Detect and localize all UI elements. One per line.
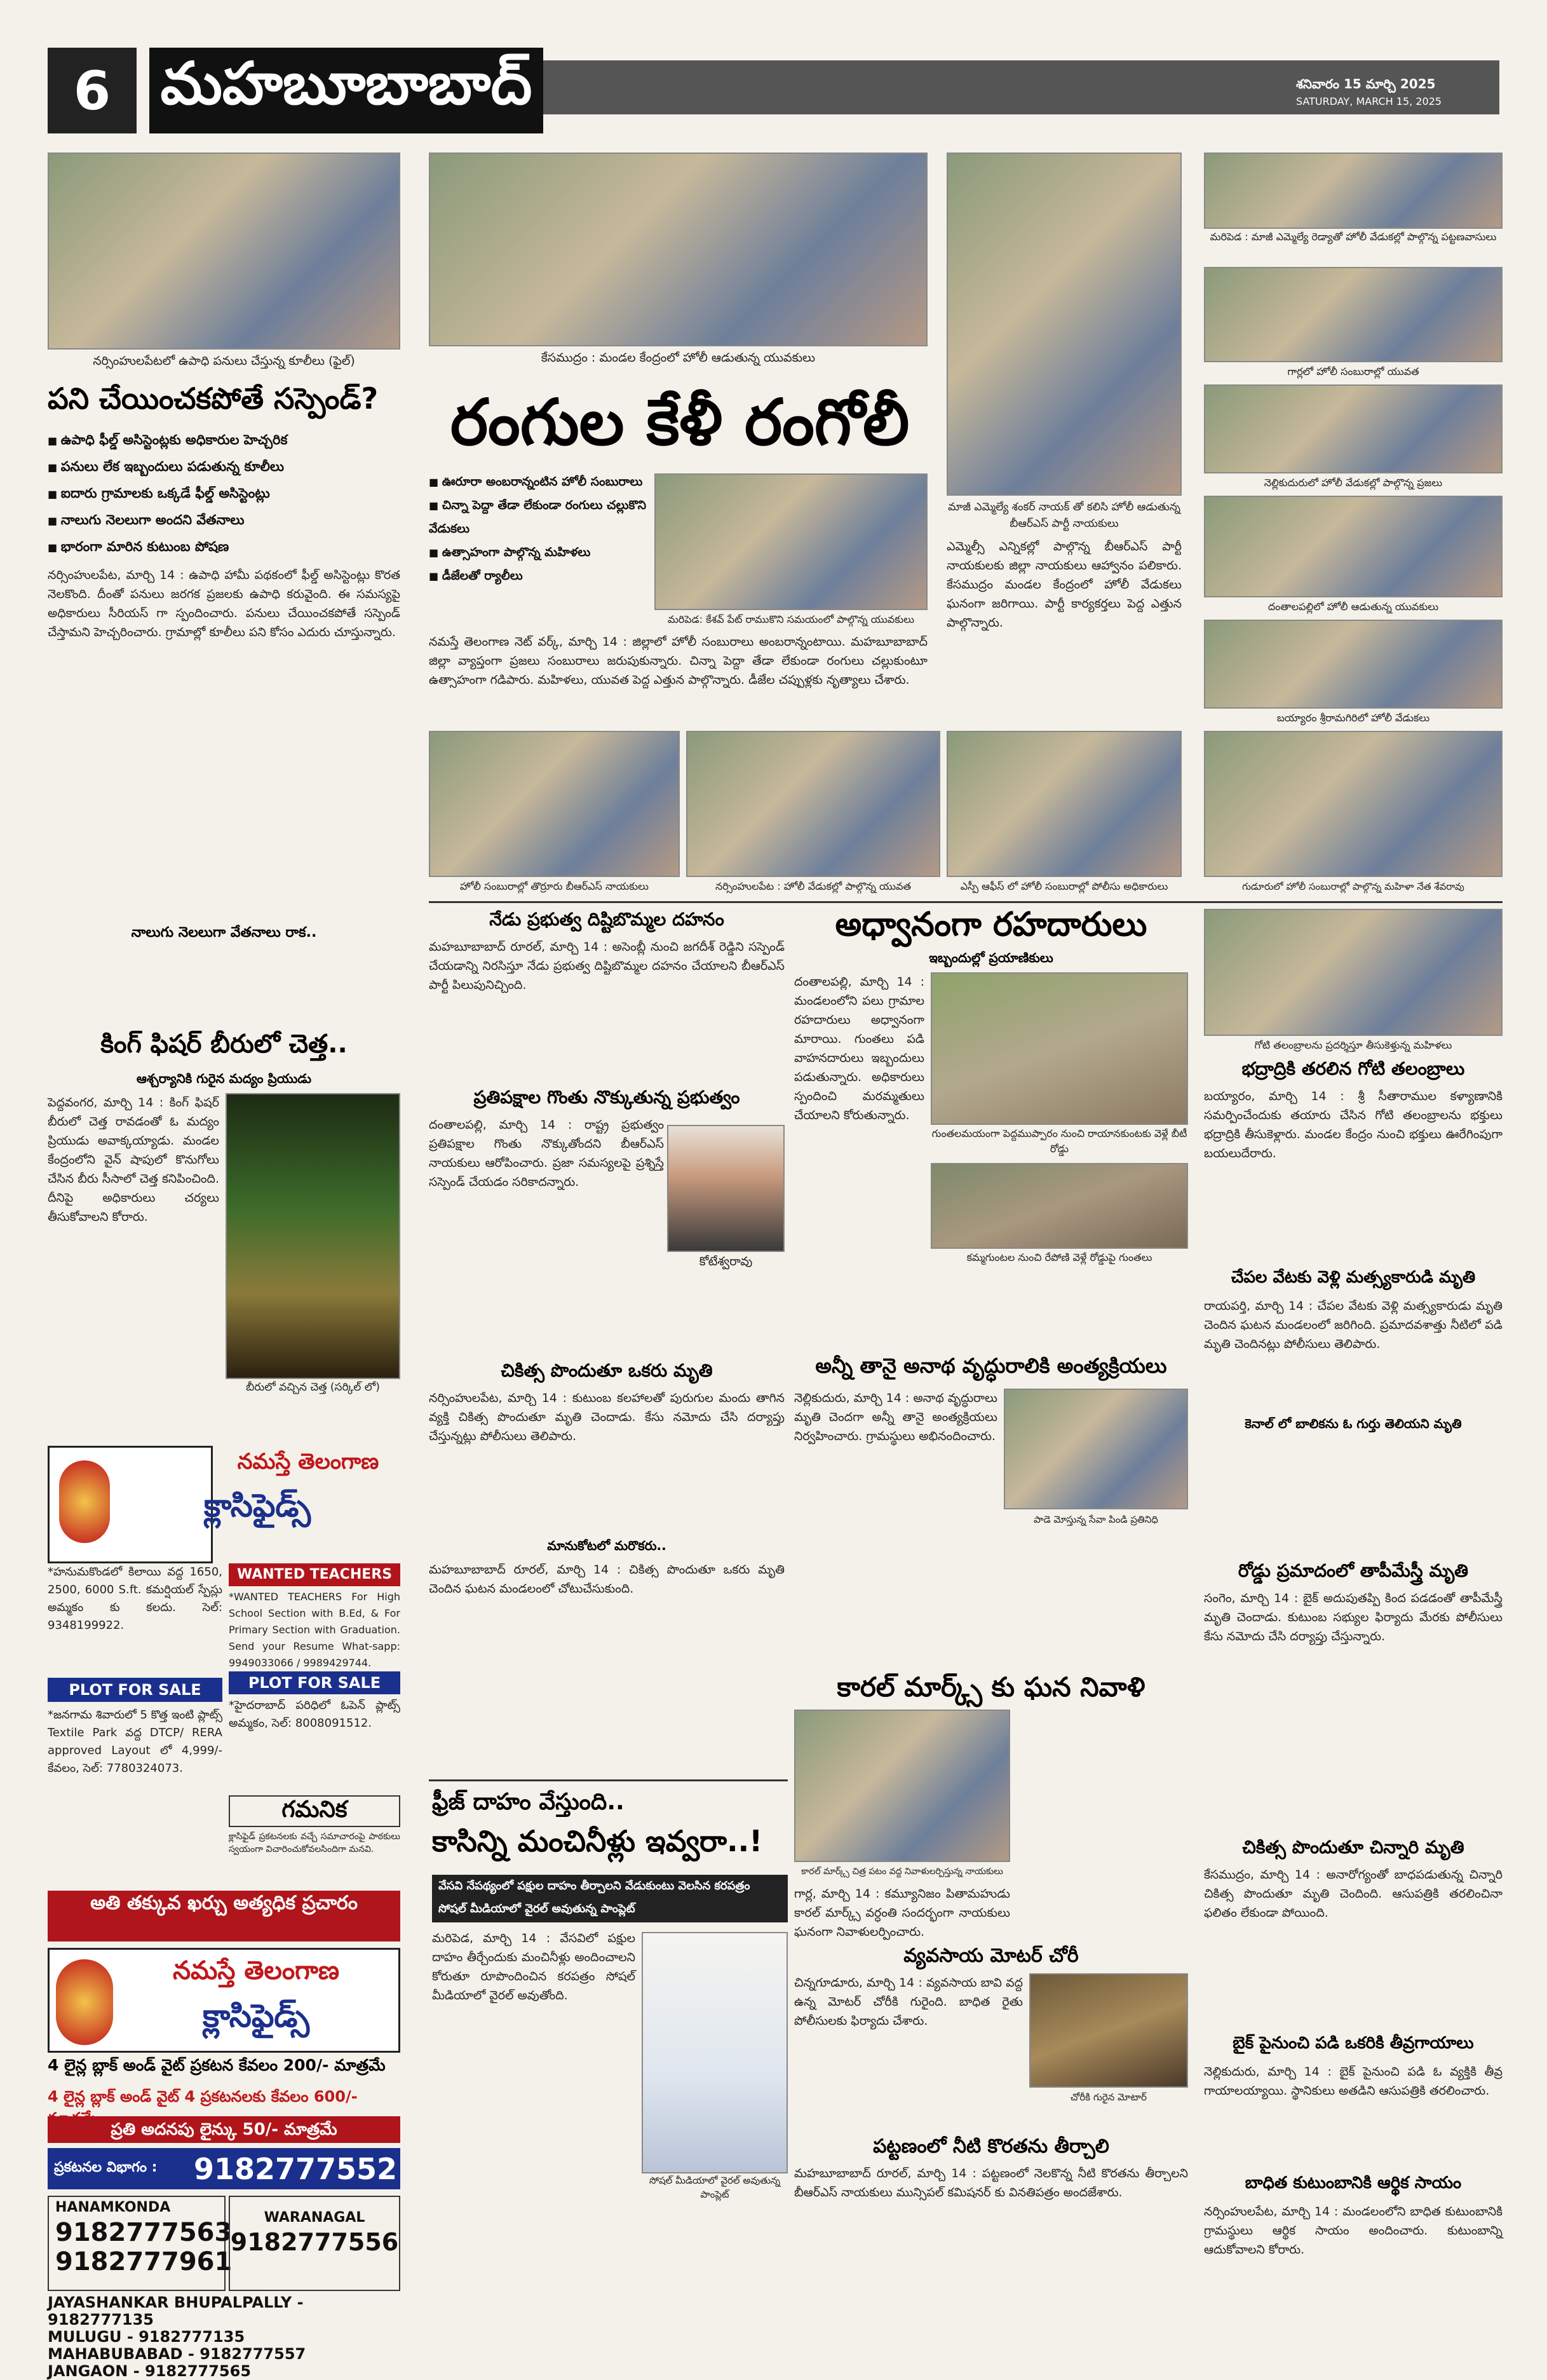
center-body-3: ఎమ్మెల్సీ ఎన్నికల్లో పాల్గొన్న బీఆర్ఎస్ పార్టీ నాయకులకు జిల్లా నాయకులు ఆహ్వానం పలికారు. కేసముద్రం మండల కేంద్రంలో హోలీ వేడుకలు ఘనంగా జరిగాయి. పార్టీ కార్యకర్తలు పెద్ద ఎత్తున పాల్గొన్నారు.: [947, 540, 1182, 630]
row-photo-3: [947, 731, 1182, 877]
row-caption-2: నర్సింహులపేట : హోలీ వేడుకల్లో పాల్గొన్న యువత: [715, 880, 911, 892]
right-body-1: బయ్యారం, మార్చి 14 : శ్రీ సీతారాముల కళ్యాణానికి సమర్పించేందుకు తయారు చేసిన గోటి తలంబ్రాలను భక్తులు భద్రాద్రికి తీసుకెళ్లారు. మండల కేంద్రం నుంచి భక్తులు ఊరేగింపుగా బయలుదేరారు.: [1204, 1089, 1503, 1160]
ad1-text: *హనుమకొండలో కిలాయి వద్ద 1650, 2500, 6000 S.ft. కమర్షియల్ స్పేస్లు అమ్మకం కు కలదు. సెల్: 9348199922.: [48, 1565, 222, 1632]
right-caption-5: బయ్యారం శ్రీరామగిరిలో హోలీ వేడుకలు: [1276, 712, 1430, 724]
marx-photo-caption: కారల్ మార్క్స్ చిత్ర పటం వద్ద నివాళులర్పిస్తున్న నాయకులు: [801, 1867, 1003, 1877]
holi-headline: రంగుల కేళీ రంగోలీ: [450, 385, 910, 459]
left-headline-2: కింగ్ ఫిషర్ బీరులో చెత్త..: [100, 1030, 348, 1059]
mid-body-7: మరిపెడ, మార్చి 14 : వేసవిలో పక్షుల దాహం తీర్చేందుకు మంచినీళ్లు అందించాలని కోరుతూ రూపొందించిన కరపత్రం సోషల్ మీడియాలో వైరల్ అవుతోంది.: [432, 1931, 635, 2003]
district-lines: [48, 2294, 400, 2380]
city-name: HANAMKONDA: [55, 2200, 171, 2215]
left-body-cont: [48, 947, 400, 1023]
notice-title: గమనిక: [229, 1795, 400, 1827]
right-caption-1: మరిపెడ : మాజీ ఎమ్మెల్యే రెడ్యాతో హోలీ వేడుకల్లో పాల్గొన్న పట్టణవాసులు: [1210, 231, 1497, 243]
wanted-title: WANTED TEACHERS: [229, 1563, 400, 1586]
mid-body-1: మహబూబాబాద్ రూరల్, మార్చి 14 : అసెంబ్లీ నుంచి జగదీశ్ రెడ్డిని సస్పెండ్ చేయడాన్ని నిరసిస్తూ నేడు ప్రభుత్వ దిష్టిబొమ్మల దహనం చేయాలని బీఆర్ఎస్ పార్టీ పిలుపునిచ్చింది.: [429, 940, 785, 992]
mid-body-8: చిన్నగూడూరు, మార్చి 14 : వ్యవసాయ బావి వద్ద ఉన్న మోటర్ చోరీకి గురైంది. బాధిత రైతు పోలీసులకు ఫిర్యాదు చేశారు.: [794, 1976, 1023, 2028]
rate-line-2: 4 లైన్ల బ్లాక్ అండ్ వైట్ 4 ప్రకటనలకు కేవలం 600/-: [48, 2088, 358, 2105]
city-waranagal: [229, 2196, 400, 2291]
road-photo-1: [931, 972, 1188, 1125]
ad1-sub: క్లాసిఫైడ్స్: [203, 1487, 311, 1524]
right-body-2: రాయపర్తి, మార్చి 14 : చేపల వేటకు వెళ్లి మత్స్యకారుడు మృతి చెందిన ఘటన మండలంలో జరిగింది. ప్రమాదవశాత్తు నీటిలో పడి మృతి చెందినట్లు పోలీసులు తెలిపారు.: [1204, 1299, 1503, 1351]
plot1-title: PLOT FOR SALE: [48, 1678, 222, 1702]
header-date: [1296, 75, 1499, 113]
ad2-brand: నమస్తే తెలంగాణ: [172, 1956, 340, 1985]
mid-subhead-3: మానుకోటలో మరొకరు..: [547, 1538, 666, 1553]
page-number: 6: [48, 48, 137, 133]
right-headline-4: చికిత్స పొందుతూ చిన్నారి మృతి: [1242, 1837, 1464, 1858]
right-photo-5: [1204, 620, 1503, 709]
right-headline-2: చేపల వేటకు వెళ్లి మత్స్యకారుడి మృతి: [1231, 1268, 1476, 1287]
city-phone: 9182777556: [230, 2228, 399, 2256]
pamphlet-photo: [642, 1932, 788, 2173]
right-photo-2: [1204, 267, 1503, 362]
center-photo-2-caption: మరిపెడ: కేశవ్ పేట్ రాముకొని సమయంలో పాల్గొన్న యువకులు: [667, 613, 915, 625]
mid-headline-8: వ్యవసాయ మోటర్ చోరీ: [903, 1945, 1079, 1967]
right-body-3: సంగెం, మార్చి 14 : బైక్ అదుపుతప్పి కింద పడడంతో తాపీమేస్త్రీ మృతి చెందాడు. కుటుంబ సభ్యుల ఫిర్యాదు మేరకు పోలీసులు కేసు నమోదు చేసి దర్యాప్తు చేస్తున్నారు.: [1204, 1591, 1503, 1643]
classified-ad-2: [48, 1948, 400, 2053]
holi-body: నమస్తే తెలంగాణ నెట్ వర్క్, మార్చి 14 : జిల్లాలో హోలీ సంబురాలు అంబరాన్నంటాయి. మహబూబాబాద్ జిల్లా వ్యాప్తంగా ప్రజలు సంబురాలు జరుపుకున్నారు. చిన్నా పెద్దా తేడా లేకుండా రంగులు చల్లుకుంటూ ఉత్సాహంగా గడిపారు. మహిళలు, యువత పెద్ద ఎత్తున పాల్గొన్నారు. డీజేల చప్పుళ్లకు నృత్యాలు చేశారు.: [429, 635, 928, 687]
left-subhead: నాలుగు నెలలుగా వేతనాలు రాక..: [131, 925, 317, 941]
motor-photo: [1029, 1973, 1188, 2088]
center-photo-1: [429, 153, 928, 346]
divider: [429, 901, 1503, 903]
left-body-2: పెద్దవంగర, మార్చి 14 : కింగ్ ఫిషర్ బీరులో చెత్త రావడంతో ఓ మద్యం ప్రియుడు అవాక్కయ్యాడు. మండల కేంద్రంలోని వైన్ షాపులో కొనుగోలు చేసిన బీరు సీసాలో చెత్త కనిపించింది. దీనిపై అధికారులు చర్యలు తీసుకోవాలని కోరారు.: [48, 1096, 219, 1224]
road-photo-2: [931, 1163, 1188, 1249]
row-caption-3: ఎస్పీ ఆఫీస్ లో హోలీ సంబురాల్లో పోలీసు అధికారులు: [960, 880, 1168, 892]
mid-body-6: గార్ల, మార్చి 14 : కమ్యూనిజం పితామహుడు కారల్ మార్క్స్ వర్ధంతి సందర్భంగా నాయకులు ఘనంగా నివాళులర్పించారు.: [794, 1887, 1010, 1939]
plot2-title: PLOT FOR SALE: [229, 1671, 400, 1694]
mid-body-6b: [1017, 1710, 1188, 1941]
left-bullet: ■ భారంగా మారిన కుటుంబ పోషణ: [48, 534, 400, 561]
mid-headline-6: కారల్ మార్క్స్ కు ఘన నివాళి: [837, 1671, 1145, 1703]
funeral-photo-caption: పాడె మోస్తున్న సేవా పిండి ప్రతినిధి: [1034, 1514, 1158, 1525]
beer-photo-caption: బీరులో వచ్చిన చెత్త (సర్కిల్ లో): [246, 1381, 380, 1394]
motor-photo-caption: చోరీకి గురైన మోటార్: [1071, 2091, 1147, 2103]
right-photo-1: [1204, 153, 1503, 229]
beer-photo: [226, 1093, 400, 1379]
holi-bullets: [429, 470, 651, 616]
center-photo-2: [654, 473, 928, 610]
mid-headline-5: అన్నీ తానై అనాథ వృద్ధురాలికి అంత్యక్రియలు: [815, 1354, 1167, 1378]
mid-headline-2: ప్రతిపక్షాల గొంతు నొక్కుతున్న ప్రభుత్వం: [473, 1087, 740, 1108]
district-line: MAHABUBABAD - 9182777557: [48, 2345, 306, 2363]
mid-headline-4: అధ్వానంగా రహదారులు: [835, 906, 1147, 944]
mid-headline-7b: కాసిన్ని మంచినీళ్లు ఇవ్వరా..!: [432, 1824, 763, 1858]
left-bullet: ■ ఐదారు గ్రామాలకు ఒక్కడే ఫీల్డ్ అసిస్టెంట్లు: [48, 480, 400, 507]
road-photo-2-caption: కమ్మగుంటల నుంచి రేపోణి వెళ్లే రోడ్డుపై గుంతలు: [966, 1251, 1152, 1263]
mid-body-2: దంతాలపల్లి, మార్చి 14 : రాష్ట్ర ప్రభుత్వం ప్రతిపక్షాల గొంతు నొక్కుతోందని బీఆర్ఎస్ నాయకులు ఆరోపించారు. ప్రజా సమస్యలపై ప్రశ్నిస్తే సస్పెండ్ చేయడం సరికాదన్నారు.: [429, 1118, 664, 1189]
mid-headline-3: చికిత్స పొందుతూ ఒకరు మృతి: [501, 1360, 713, 1381]
pamphlet-caption: సోషల్ మీడియాలో వైరల్ అవుతున్న పాంప్లెట్: [649, 2175, 781, 2200]
city-name: WARANAGAL: [264, 2210, 365, 2226]
left-bullets: [48, 427, 400, 561]
left-bullet: ■ ఉపాధి ఫీల్డ్ అసిస్టెంట్లకు అధికారుల హెచ్చరిక: [48, 427, 400, 454]
road-photo-1-caption: గుంతలమయంగా పెద్దముప్పారం నుంచి రాయానకుంటకు వెళ్లే బీటీ రోడ్డు: [931, 1127, 1187, 1155]
right-photo-3: [1204, 384, 1503, 473]
wanted-text: *WANTED TEACHERS For High School Section with B.Ed, & For Primary Section with Graduation. Send your Resume What-sapp: 9949033066 / 9989429744.: [229, 1591, 400, 1669]
mid-body-4: దంతాలపల్లి, మార్చి 14 : మండలంలోని పలు గ్రామాల రహదారులు అధ్వానంగా మారాయి. గుంతలు పడి వాహనదారులు ఇబ్బందులు పడుతున్నారు. అధికారులు స్పందించి మరమ్మతులు చేయాలని కోరుతున్నారు.: [794, 975, 924, 1122]
left-body: నర్సింహులపేట, మార్చి 14 : ఉపాధి హామీ పథకంలో ఫీల్డ్ అసిస్టెంట్లు కొరత నెలకొంది. దీంతో పనులు జరగక ప్రజలకు ఉపాధి కరువైంది. ఈ సమస్యపై అధికారులు సీరియస్ గా స్పందించారు. పనులు చేయించకపోతే సస్పెండ్ చేస్తామని హెచ్చరించారు. గ్రామాల్లో కూలీలు పని కోసం ఎదురు చూస్తున్నారు.: [48, 568, 400, 639]
marx-photo: [794, 1710, 1010, 1862]
row-caption-1: హోలీ సంబురాల్లో తొర్రూరు బీఆర్ఎస్ నాయకులు: [460, 880, 649, 892]
left-bullet: ■ పనులు లేక ఇబ్బందులు పడుతున్న కూలీలు: [48, 454, 400, 480]
kotesh-photo: [667, 1125, 785, 1252]
district-line: JAYASHANKAR BHUPALPALLY - 9182777135: [48, 2294, 304, 2329]
holi-bullet: ■ డీజేలతో ర్యాలీలు: [429, 564, 651, 588]
right-body-5: నెల్లికుదురు, మార్చి 14 : బైక్ పైనుంచి పడి ఓ వ్యక్తికి తీవ్ర గాయాలయ్యాయి. స్థానికులు అతడిని ఆసుపత్రికి తరలించారు.: [1204, 2065, 1503, 2098]
mid-bullet-7: వేసవి నేపథ్యంలో పక్షుల దాహం తీర్చాలని వేడుకుంటు వెలసిన కరపత్రం: [438, 1879, 750, 1893]
right-lower-photo: [1204, 909, 1503, 1036]
page-header: [0, 0, 1547, 133]
ad-dept: [48, 2148, 400, 2189]
plot2-text: *హైదరాబాద్ పరిధిలో ఓపెన్ ప్లాట్స్ అమ్మకం, సెల్: 8008091512.: [229, 1699, 400, 1730]
mid-headline-9: పట్టణంలో నీటి కొరతను తీర్చాలి: [873, 2135, 1109, 2158]
ad-dept-phone: 9182777552: [194, 2152, 398, 2186]
right-caption-4: దంతాలపల్లిలో హోలీ ఆడుతున్న యువకులు: [1267, 601, 1439, 613]
left-subhead-2: ఆశ్చర్యానికి గురైన మద్యం ప్రియుడు: [136, 1071, 312, 1086]
right-subhead: కెనాల్ లో బాలికను ఓ గుర్తు తెలియని మృతి: [1245, 1416, 1462, 1431]
date-telugu: శనివారం 15 మార్చి 2025: [1296, 76, 1436, 92]
right-caption-6: గుడూరులో హోలీ సంబురాల్లో పాల్గొన్న మహిళా నేత శేవరావు: [1242, 881, 1464, 892]
holi-bullet: ■ ఉత్సాహంగా పాల్గొన్న మహిళలు: [429, 541, 651, 564]
funeral-photo: [1004, 1389, 1188, 1509]
right-photo-4: [1204, 496, 1503, 597]
mid-headline-7: ఫ్రీజ్ దాహం వేస్తుంది..: [432, 1789, 625, 1815]
right-body-2b: [1204, 1436, 1503, 1557]
center-photo-1-caption: కేసముద్రం : మండల కేంద్రంలో హోలీ ఆడుతున్న యువకులు: [541, 351, 816, 365]
mid-body-3b: మహబూబాబాద్ రూరల్, మార్చి 14 : చికిత్స పొందుతూ ఒకరు మృతి చెందిన ఘటన మండలంలో చోటుచేసుకుంది.: [429, 1563, 785, 1596]
right-headline-3: రోడ్డు ప్రమాదంలో తాపీమేస్త్రీ మృతి: [1238, 1560, 1469, 1581]
mid-body-9: మహబూబాబాద్ రూరల్, మార్చి 14 : పట్టణంలో నెలకొన్న నీటి కొరతను తీర్చాలని బీఆర్ఎస్ నాయకులు మున్సిపల్ కమిషనర్ కు వినతిపత్రం అందజేశారు.: [794, 2166, 1188, 2200]
notice-text: క్లాసిఫైడ్ ప్రకటనలకు వచ్చే సమాచారంపై పాఠకులు స్వయంగా విచారించుకోవలసిందిగా మనవి.: [229, 1832, 400, 1854]
rate-line-1: 4 లైన్ల బ్లాక్ అండ్ వైట్ ప్రకటన కేవలం 200/- మాత్రమే: [48, 2056, 386, 2074]
holi-bullet: ■ ఊరూరా అంబరాన్నంటిన హోలీ సంబురాలు: [429, 470, 651, 494]
kotesh-label: కోటేశ్వరావు: [699, 1255, 753, 1268]
row-photo-1: [429, 731, 680, 877]
left-photo-caption: నర్సింహులపేటలో ఉపాధి పనులు చేస్తున్న కూలీలు (ఫైల్): [93, 354, 355, 368]
right-caption-3: నెల్లికుదురులో హోలీ వేడుకల్లో పాల్గొన్న ప్రజలు: [1264, 477, 1443, 489]
rate-line-3: ప్రతి అదనపు లైన్కు 50/- మాత్రమే: [48, 2116, 400, 2143]
section-title: మహబూబాబాద్: [149, 48, 543, 133]
right-headline-6: బాధిత కుటుంబానికి ఆర్థిక సాయం: [1245, 2173, 1462, 2193]
right-headline-1: భద్రాద్రికి తరలిన గోటి తలంబ్రాలు: [1241, 1058, 1465, 1079]
ad2-sub: క్లాసిఫైడ్స్: [202, 1997, 310, 2034]
plot1-text: *జనగామ శివారులో 5 కొత్త ఇంటి ప్లాట్స్ Textile Park వద్ద DTCP/ RERA approved Layout లో 4,999/- కేవలం, సెల్: 7780324073.: [48, 1708, 223, 1775]
right-photo-6: [1204, 731, 1503, 877]
right-headline-5: బైక్ పైనుంచి పడి ఒకరికి తీవ్రగాయాలు: [1233, 2034, 1474, 2053]
mid-bullet-7: సోషల్ మీడియాలో వైరల్ అవుతున్న పాంప్లెట్: [438, 1902, 635, 1915]
date-english: SATURDAY, MARCH 15, 2025: [1296, 95, 1442, 107]
mid-headline-1: నేడు ప్రభుత్వ దిష్టిబొమ్మల దహనం: [489, 909, 724, 930]
mid-subhead-4: ఇబ్బందుల్లో ప్రయాణికులు: [929, 950, 1053, 965]
ad-dept-label: ప్రకటనల విభాగం :: [54, 2159, 158, 2175]
city-phone: 9182777563: [55, 2218, 233, 2247]
mid-bullets-7: [432, 1875, 788, 1922]
ad1-brand: నమస్తే తెలంగాణ: [237, 1449, 379, 1474]
center-photo-3-caption: మాజీ ఎమ్మెల్యే శంకర్ నాయక్ తో కలిసి హోలీ ఆడుతున్న బీఆర్ఎస్ పార్టీ నాయకులు: [948, 501, 1180, 530]
mid-body-5: నెల్లికుదురు, మార్చి 14 : అనాథ వృద్ధురాలు మృతి చెందగా అన్నీ తానై అంత్యక్రియలు నిర్వహించారు. గ్రామస్థులు అభినందించారు.: [794, 1391, 997, 1443]
mid-body-3: నర్సింహులపేట, మార్చి 14 : కుటుంబ కలహాలతో పురుగుల మందు తాగిన వ్యక్తి చికిత్స పొందుతూ మృతి చెందాడు. కేసు నమోదు చేసి దర్యాప్తు చేస్తున్నట్లు పోలీసులు తెలిపారు.: [429, 1391, 785, 1443]
goddess-logo-2: [56, 1959, 113, 2045]
divider-2: [429, 1779, 788, 1781]
left-bullet: ■ నాలుగు నెలలుగా అందని వేతనాలు: [48, 507, 400, 534]
mid-body-4b: [931, 1284, 1188, 1354]
center-photo-3: [947, 153, 1182, 496]
left-photo: [48, 153, 400, 350]
right-body-6: నర్సింహులపేట, మార్చి 14 : మండలంలోని బాధిత కుటుంబానికి గ్రామస్థులు ఆర్థిక సాయం అందించారు. కుటుంబాన్ని ఆదుకోవాలని కోరారు.: [1204, 2205, 1503, 2257]
city-phone: 9182777961: [55, 2247, 233, 2276]
low-cost-banner: అతి తక్కువ ఖర్చు అత్యధిక ప్రచారం: [48, 1891, 400, 1941]
city-hanamkonda: [48, 2196, 233, 2291]
right-caption-2: గార్లలో హోలీ సంబురాల్లో యువత: [1287, 365, 1419, 377]
right-lower-photo-caption: గోటి తలంబ్రాలను ప్రదర్శిస్తూ తీసుకెళ్తున్న మహిళలు: [1254, 1039, 1452, 1051]
left-headline: పని చేయించకపోతే సస్పెండ్?: [48, 381, 379, 416]
district-line: MULUGU - 9182777135: [48, 2328, 245, 2346]
goddess-logo: [59, 1460, 110, 1543]
row-photo-2: [686, 731, 940, 877]
right-body-4: కేసముద్రం, మార్చి 14 : అనారోగ్యంతో బాధపడుతున్న చిన్నారి చికిత్స పొందుతూ మృతి చెందింది. ఆసుపత్రికి తరలించినా ఫలితం లేకుండా పోయింది.: [1204, 1868, 1503, 1920]
district-line: JANGAON - 9182777565: [48, 2362, 252, 2380]
holi-bullet: ■ చిన్నా పెద్దా తేడా లేకుండా రంగులు చల్లుకొని వేడుకలు: [429, 494, 651, 541]
mid-body-5b: [1004, 1532, 1188, 1668]
